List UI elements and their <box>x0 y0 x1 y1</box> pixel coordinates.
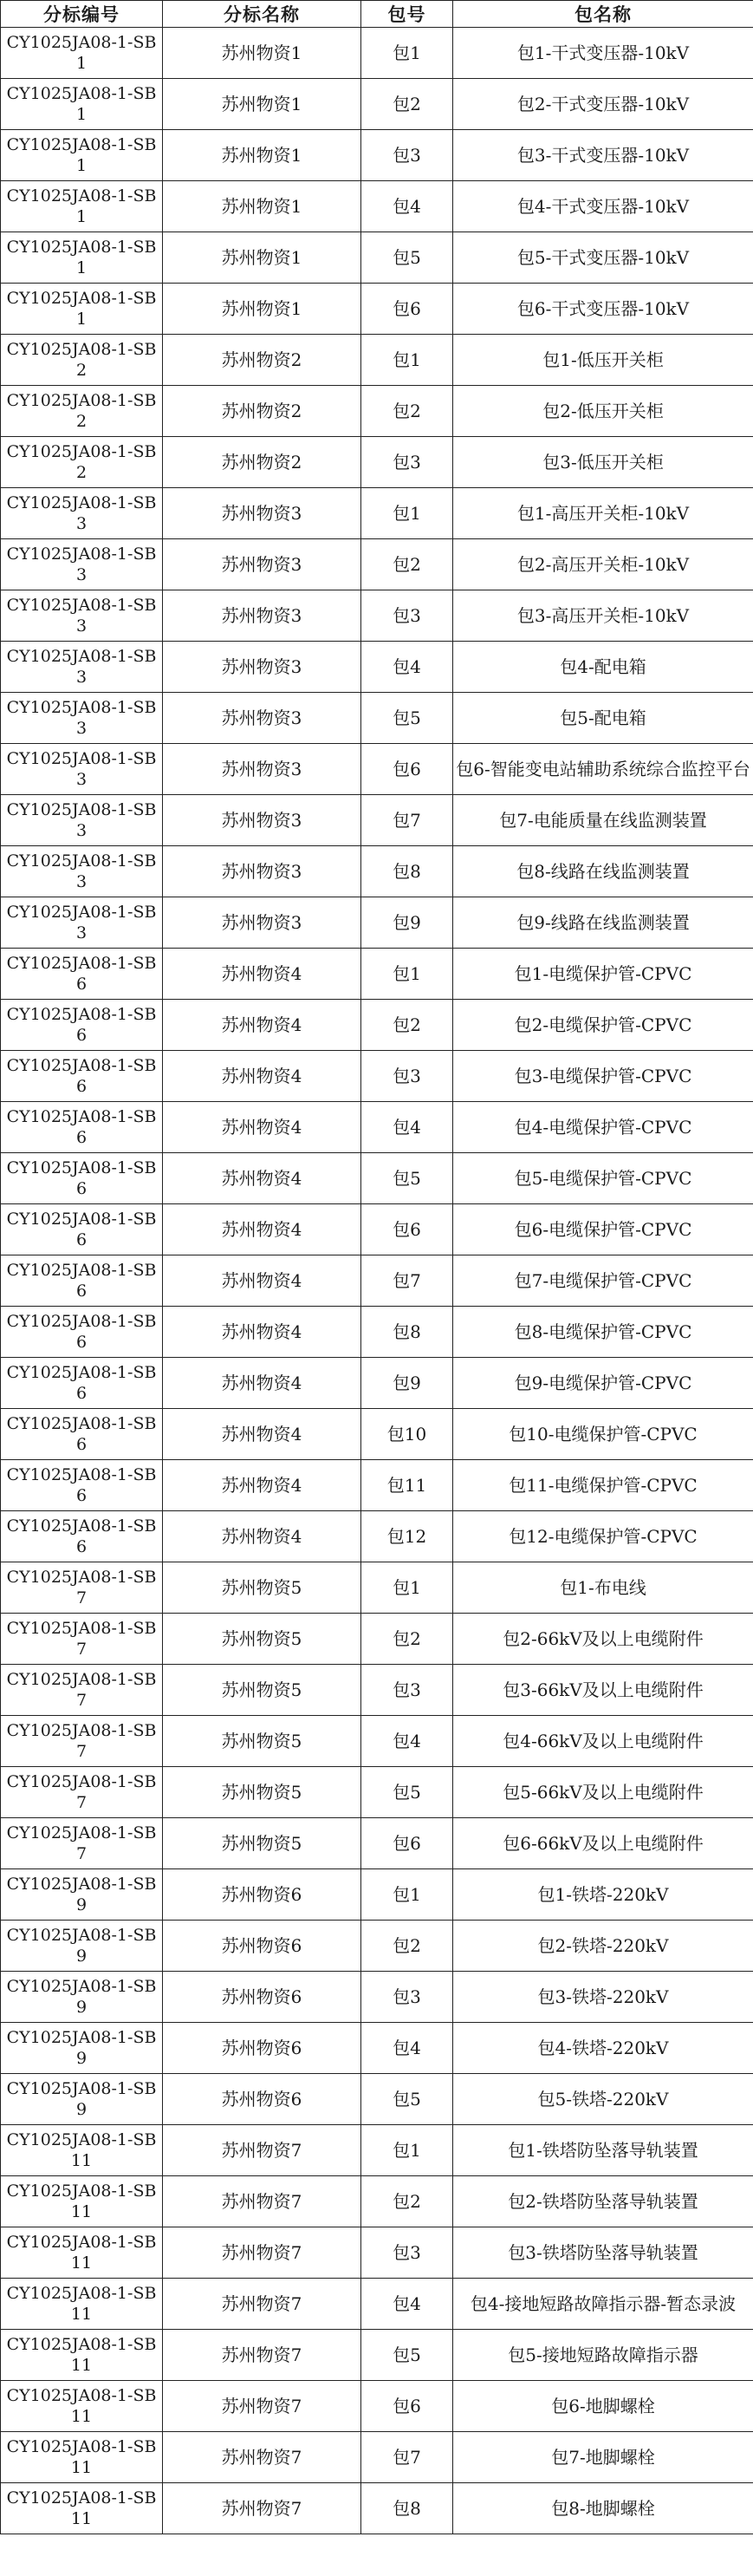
header-name: 分标名称 <box>163 1 361 28</box>
cell-package-name: 包2-铁塔-220kV <box>453 1921 753 1972</box>
cell-lot-code: CY1025JA08-1-SB6 <box>1 1102 163 1153</box>
cell-package-name: 包4-接地短路故障指示器-暂态录波 <box>453 2279 753 2330</box>
cell-lot-name: 苏州物资7 <box>163 2125 361 2176</box>
cell-package-name: 包1-铁塔-220kV <box>453 1869 753 1921</box>
cell-lot-name: 苏州物资2 <box>163 335 361 386</box>
cell-lot-code: CY1025JA08-1-SB9 <box>1 2074 163 2125</box>
cell-package-name: 包12-电缆保护管-CPVC <box>453 1511 753 1562</box>
cell-lot-name: 苏州物资1 <box>163 79 361 130</box>
cell-package-no: 包6 <box>361 284 453 335</box>
cell-package-name: 包2-电缆保护管-CPVC <box>453 1000 753 1051</box>
cell-lot-name: 苏州物资4 <box>163 1051 361 1102</box>
cell-lot-code: CY1025JA08-1-SB7 <box>1 1562 163 1614</box>
table-row <box>1 488 753 539</box>
cell-lot-name: 苏州物资2 <box>163 437 361 488</box>
cell-lot-name: 苏州物资3 <box>163 795 361 846</box>
cell-package-no: 包5 <box>361 232 453 284</box>
table-row <box>1 744 753 795</box>
table-row <box>1 437 753 488</box>
cell-package-no: 包2 <box>361 1614 453 1665</box>
cell-lot-code: CY1025JA08-1-SB2 <box>1 437 163 488</box>
table-row <box>1 1460 753 1511</box>
cell-package-no: 包11 <box>361 1460 453 1511</box>
table-header <box>1 1 753 28</box>
cell-package-name: 包3-铁塔防坠落导轨装置 <box>453 2227 753 2279</box>
cell-package-name: 包5-配电箱 <box>453 693 753 744</box>
cell-lot-name: 苏州物资4 <box>163 1153 361 1204</box>
cell-package-no: 包2 <box>361 79 453 130</box>
cell-lot-code: CY1025JA08-1-SB11 <box>1 2227 163 2279</box>
cell-package-name: 包5-干式变压器-10kV <box>453 232 753 284</box>
cell-lot-code: CY1025JA08-1-SB1 <box>1 28 163 79</box>
cell-lot-code: CY1025JA08-1-SB6 <box>1 1409 163 1460</box>
cell-lot-code: CY1025JA08-1-SB1 <box>1 130 163 181</box>
table-row <box>1 1307 753 1358</box>
cell-package-name: 包6-智能变电站辅助系统综合监控平台 <box>453 744 753 795</box>
cell-package-name: 包2-低压开关柜 <box>453 386 753 437</box>
cell-lot-name: 苏州物资3 <box>163 488 361 539</box>
cell-lot-code: CY1025JA08-1-SB11 <box>1 2125 163 2176</box>
cell-package-name: 包6-66kV及以上电缆附件 <box>453 1818 753 1869</box>
table-row <box>1 28 753 79</box>
table-row <box>1 2432 753 2483</box>
cell-package-name: 包1-铁塔防坠落导轨装置 <box>453 2125 753 2176</box>
table-row <box>1 539 753 590</box>
table-row <box>1 693 753 744</box>
cell-package-no: 包4 <box>361 1716 453 1767</box>
table-row <box>1 1102 753 1153</box>
table-row <box>1 1358 753 1409</box>
cell-lot-code: CY1025JA08-1-SB6 <box>1 1511 163 1562</box>
cell-package-name: 包2-66kV及以上电缆附件 <box>453 1614 753 1665</box>
cell-lot-name: 苏州物资3 <box>163 590 361 642</box>
cell-lot-code: CY1025JA08-1-SB1 <box>1 79 163 130</box>
cell-package-no: 包3 <box>361 590 453 642</box>
table-row <box>1 2330 753 2381</box>
cell-package-no: 包12 <box>361 1511 453 1562</box>
cell-lot-code: CY1025JA08-1-SB11 <box>1 2330 163 2381</box>
cell-package-no: 包3 <box>361 130 453 181</box>
cell-package-no: 包8 <box>361 1307 453 1358</box>
table-row <box>1 1921 753 1972</box>
cell-package-name: 包6-电缆保护管-CPVC <box>453 1204 753 1255</box>
cell-package-no: 包3 <box>361 437 453 488</box>
cell-lot-name: 苏州物资2 <box>163 386 361 437</box>
table-row <box>1 130 753 181</box>
cell-lot-code: CY1025JA08-1-SB3 <box>1 846 163 897</box>
cell-package-no: 包4 <box>361 2279 453 2330</box>
cell-package-no: 包2 <box>361 539 453 590</box>
cell-package-name: 包4-66kV及以上电缆附件 <box>453 1716 753 1767</box>
table-row <box>1 1511 753 1562</box>
cell-lot-name: 苏州物资6 <box>163 1972 361 2023</box>
cell-lot-code: CY1025JA08-1-SB2 <box>1 335 163 386</box>
cell-package-no: 包9 <box>361 897 453 949</box>
cell-lot-name: 苏州物资4 <box>163 949 361 1000</box>
cell-package-no: 包5 <box>361 1153 453 1204</box>
table-row <box>1 284 753 335</box>
cell-lot-code: CY1025JA08-1-SB7 <box>1 1818 163 1869</box>
cell-lot-name: 苏州物资1 <box>163 232 361 284</box>
cell-lot-name: 苏州物资7 <box>163 2381 361 2432</box>
cell-lot-code: CY1025JA08-1-SB6 <box>1 1255 163 1307</box>
cell-lot-name: 苏州物资6 <box>163 2074 361 2125</box>
cell-package-no: 包1 <box>361 1869 453 1921</box>
cell-package-name: 包6-干式变压器-10kV <box>453 284 753 335</box>
cell-lot-name: 苏州物资4 <box>163 1000 361 1051</box>
cell-lot-name: 苏州物资5 <box>163 1665 361 1716</box>
table-row <box>1 2176 753 2227</box>
cell-package-no: 包3 <box>361 2227 453 2279</box>
cell-lot-name: 苏州物资1 <box>163 284 361 335</box>
cell-package-name: 包9-电缆保护管-CPVC <box>453 1358 753 1409</box>
cell-lot-code: CY1025JA08-1-SB7 <box>1 1767 163 1818</box>
cell-package-no: 包4 <box>361 642 453 693</box>
cell-lot-code: CY1025JA08-1-SB7 <box>1 1614 163 1665</box>
cell-package-no: 包3 <box>361 1972 453 2023</box>
cell-package-name: 包2-铁塔防坠落导轨装置 <box>453 2176 753 2227</box>
table-row <box>1 181 753 232</box>
cell-package-no: 包6 <box>361 1204 453 1255</box>
cell-package-no: 包1 <box>361 1562 453 1614</box>
table-row <box>1 1767 753 1818</box>
cell-lot-code: CY1025JA08-1-SB6 <box>1 1307 163 1358</box>
cell-lot-code: CY1025JA08-1-SB11 <box>1 2381 163 2432</box>
cell-lot-name: 苏州物资4 <box>163 1204 361 1255</box>
cell-lot-name: 苏州物资5 <box>163 1767 361 1818</box>
header-row <box>1 1 753 28</box>
cell-lot-name: 苏州物资7 <box>163 2227 361 2279</box>
cell-lot-code: CY1025JA08-1-SB6 <box>1 1204 163 1255</box>
cell-package-name: 包11-电缆保护管-CPVC <box>453 1460 753 1511</box>
cell-package-name: 包3-铁塔-220kV <box>453 1972 753 2023</box>
table-row <box>1 590 753 642</box>
cell-lot-code: CY1025JA08-1-SB3 <box>1 795 163 846</box>
table-row <box>1 1716 753 1767</box>
cell-lot-name: 苏州物资3 <box>163 642 361 693</box>
cell-package-no: 包5 <box>361 2074 453 2125</box>
cell-package-name: 包2-高压开关柜-10kV <box>453 539 753 590</box>
table-row <box>1 795 753 846</box>
cell-package-no: 包7 <box>361 795 453 846</box>
cell-package-no: 包1 <box>361 488 453 539</box>
cell-lot-code: CY1025JA08-1-SB1 <box>1 181 163 232</box>
cell-lot-name: 苏州物资6 <box>163 1869 361 1921</box>
cell-package-name: 包3-电缆保护管-CPVC <box>453 1051 753 1102</box>
cell-lot-code: CY1025JA08-1-SB11 <box>1 2279 163 2330</box>
cell-package-name: 包9-线路在线监测装置 <box>453 897 753 949</box>
cell-package-no: 包1 <box>361 335 453 386</box>
cell-package-no: 包7 <box>361 2432 453 2483</box>
table-row <box>1 1409 753 1460</box>
cell-package-name: 包8-地脚螺栓 <box>453 2483 753 2534</box>
cell-lot-code: CY1025JA08-1-SB1 <box>1 284 163 335</box>
cell-lot-code: CY1025JA08-1-SB9 <box>1 1921 163 1972</box>
cell-package-no: 包4 <box>361 2023 453 2074</box>
cell-package-name: 包1-干式变压器-10kV <box>453 28 753 79</box>
cell-package-name: 包3-干式变压器-10kV <box>453 130 753 181</box>
cell-package-name: 包7-电能质量在线监测装置 <box>453 795 753 846</box>
cell-package-name: 包7-地脚螺栓 <box>453 2432 753 2483</box>
table-row <box>1 949 753 1000</box>
cell-lot-code: CY1025JA08-1-SB1 <box>1 232 163 284</box>
table-row <box>1 1255 753 1307</box>
table-row <box>1 1153 753 1204</box>
table-row <box>1 335 753 386</box>
cell-lot-code: CY1025JA08-1-SB6 <box>1 1153 163 1204</box>
cell-lot-name: 苏州物资4 <box>163 1511 361 1562</box>
cell-lot-name: 苏州物资4 <box>163 1255 361 1307</box>
cell-lot-name: 苏州物资7 <box>163 2330 361 2381</box>
table-row <box>1 2483 753 2534</box>
table-row <box>1 1051 753 1102</box>
cell-package-name: 包2-干式变压器-10kV <box>453 79 753 130</box>
cell-package-no: 包1 <box>361 949 453 1000</box>
cell-lot-name: 苏州物资4 <box>163 1102 361 1153</box>
cell-package-name: 包4-铁塔-220kV <box>453 2023 753 2074</box>
cell-lot-code: CY1025JA08-1-SB9 <box>1 1972 163 2023</box>
cell-lot-name: 苏州物资3 <box>163 744 361 795</box>
table-row <box>1 1818 753 1869</box>
cell-lot-code: CY1025JA08-1-SB3 <box>1 693 163 744</box>
cell-package-name: 包4-干式变压器-10kV <box>453 181 753 232</box>
table-row <box>1 1869 753 1921</box>
cell-package-name: 包3-高压开关柜-10kV <box>453 590 753 642</box>
cell-package-name: 包5-接地短路故障指示器 <box>453 2330 753 2381</box>
cell-package-name: 包10-电缆保护管-CPVC <box>453 1409 753 1460</box>
cell-package-no: 包5 <box>361 693 453 744</box>
cell-lot-name: 苏州物资1 <box>163 181 361 232</box>
cell-package-name: 包8-电缆保护管-CPVC <box>453 1307 753 1358</box>
cell-package-name: 包1-电缆保护管-CPVC <box>453 949 753 1000</box>
cell-lot-code: CY1025JA08-1-SB9 <box>1 2023 163 2074</box>
cell-package-name: 包8-线路在线监测装置 <box>453 846 753 897</box>
cell-package-no: 包5 <box>361 1767 453 1818</box>
cell-package-no: 包6 <box>361 744 453 795</box>
cell-package-no: 包7 <box>361 1255 453 1307</box>
cell-lot-name: 苏州物资5 <box>163 1818 361 1869</box>
cell-package-no: 包4 <box>361 1102 453 1153</box>
cell-package-no: 包4 <box>361 181 453 232</box>
cell-lot-code: CY1025JA08-1-SB6 <box>1 1460 163 1511</box>
cell-package-no: 包1 <box>361 28 453 79</box>
cell-package-name: 包1-布电线 <box>453 1562 753 1614</box>
cell-lot-code: CY1025JA08-1-SB7 <box>1 1716 163 1767</box>
table-row <box>1 2227 753 2279</box>
cell-package-no: 包5 <box>361 2330 453 2381</box>
cell-package-no: 包6 <box>361 2381 453 2432</box>
table-row <box>1 386 753 437</box>
cell-lot-name: 苏州物资5 <box>163 1614 361 1665</box>
cell-lot-name: 苏州物资1 <box>163 130 361 181</box>
cell-package-name: 包7-电缆保护管-CPVC <box>453 1255 753 1307</box>
cell-lot-name: 苏州物资3 <box>163 539 361 590</box>
cell-lot-code: CY1025JA08-1-SB6 <box>1 1000 163 1051</box>
table-row <box>1 2381 753 2432</box>
cell-package-name: 包5-电缆保护管-CPVC <box>453 1153 753 1204</box>
cell-package-no: 包3 <box>361 1051 453 1102</box>
cell-lot-name: 苏州物资3 <box>163 897 361 949</box>
table-row <box>1 642 753 693</box>
cell-lot-code: CY1025JA08-1-SB6 <box>1 949 163 1000</box>
cell-package-name: 包3-66kV及以上电缆附件 <box>453 1665 753 1716</box>
cell-lot-code: CY1025JA08-1-SB6 <box>1 1358 163 1409</box>
cell-package-no: 包2 <box>361 386 453 437</box>
cell-package-no: 包9 <box>361 1358 453 1409</box>
cell-lot-name: 苏州物资4 <box>163 1409 361 1460</box>
header-package: 包号 <box>361 1 453 28</box>
table-row <box>1 2125 753 2176</box>
table-row <box>1 232 753 284</box>
cell-package-name: 包5-66kV及以上电缆附件 <box>453 1767 753 1818</box>
cell-lot-name: 苏州物资4 <box>163 1358 361 1409</box>
cell-package-name: 包5-铁塔-220kV <box>453 2074 753 2125</box>
cell-package-no: 包1 <box>361 2125 453 2176</box>
cell-lot-name: 苏州物资5 <box>163 1716 361 1767</box>
cell-package-no: 包2 <box>361 2176 453 2227</box>
cell-package-no: 包3 <box>361 1665 453 1716</box>
table-row <box>1 897 753 949</box>
cell-lot-code: CY1025JA08-1-SB3 <box>1 642 163 693</box>
cell-lot-code: CY1025JA08-1-SB3 <box>1 539 163 590</box>
header-package-name: 包名称 <box>453 1 753 28</box>
table-row <box>1 1000 753 1051</box>
cell-lot-code: CY1025JA08-1-SB3 <box>1 744 163 795</box>
cell-package-no: 包2 <box>361 1921 453 1972</box>
table-body <box>1 28 753 2534</box>
table-row <box>1 1614 753 1665</box>
cell-package-no: 包10 <box>361 1409 453 1460</box>
cell-lot-code: CY1025JA08-1-SB2 <box>1 386 163 437</box>
table-row <box>1 2279 753 2330</box>
table-row <box>1 1562 753 1614</box>
cell-lot-name: 苏州物资1 <box>163 28 361 79</box>
cell-lot-name: 苏州物资6 <box>163 1921 361 1972</box>
cell-package-name: 包4-电缆保护管-CPVC <box>453 1102 753 1153</box>
cell-package-no: 包8 <box>361 846 453 897</box>
header-code: 分标编号 <box>1 1 163 28</box>
table-row <box>1 1204 753 1255</box>
cell-package-no: 包6 <box>361 1818 453 1869</box>
table-row <box>1 846 753 897</box>
table-row <box>1 1665 753 1716</box>
table-row <box>1 2023 753 2074</box>
cell-package-name: 包4-配电箱 <box>453 642 753 693</box>
cell-package-name: 包3-低压开关柜 <box>453 437 753 488</box>
cell-lot-code: CY1025JA08-1-SB11 <box>1 2176 163 2227</box>
cell-lot-code: CY1025JA08-1-SB7 <box>1 1665 163 1716</box>
cell-lot-code: CY1025JA08-1-SB9 <box>1 1869 163 1921</box>
cell-package-name: 包6-地脚螺栓 <box>453 2381 753 2432</box>
cell-lot-name: 苏州物资4 <box>163 1307 361 1358</box>
cell-lot-name: 苏州物资7 <box>163 2279 361 2330</box>
cell-package-name: 包1-低压开关柜 <box>453 335 753 386</box>
cell-lot-name: 苏州物资7 <box>163 2176 361 2227</box>
cell-package-name: 包1-高压开关柜-10kV <box>453 488 753 539</box>
cell-lot-name: 苏州物资6 <box>163 2023 361 2074</box>
cell-lot-name: 苏州物资3 <box>163 693 361 744</box>
cell-package-no: 包2 <box>361 1000 453 1051</box>
cell-lot-code: CY1025JA08-1-SB3 <box>1 897 163 949</box>
cell-lot-name: 苏州物资3 <box>163 846 361 897</box>
cell-lot-code: CY1025JA08-1-SB11 <box>1 2432 163 2483</box>
cell-lot-code: CY1025JA08-1-SB6 <box>1 1051 163 1102</box>
table-row <box>1 2074 753 2125</box>
cell-lot-name: 苏州物资5 <box>163 1562 361 1614</box>
cell-lot-code: CY1025JA08-1-SB3 <box>1 488 163 539</box>
cell-lot-name: 苏州物资7 <box>163 2483 361 2534</box>
cell-lot-code: CY1025JA08-1-SB11 <box>1 2483 163 2534</box>
cell-lot-code: CY1025JA08-1-SB3 <box>1 590 163 642</box>
cell-lot-name: 苏州物资4 <box>163 1460 361 1511</box>
cell-package-no: 包8 <box>361 2483 453 2534</box>
table-row <box>1 1972 753 2023</box>
cell-lot-name: 苏州物资7 <box>163 2432 361 2483</box>
table-row <box>1 79 753 130</box>
